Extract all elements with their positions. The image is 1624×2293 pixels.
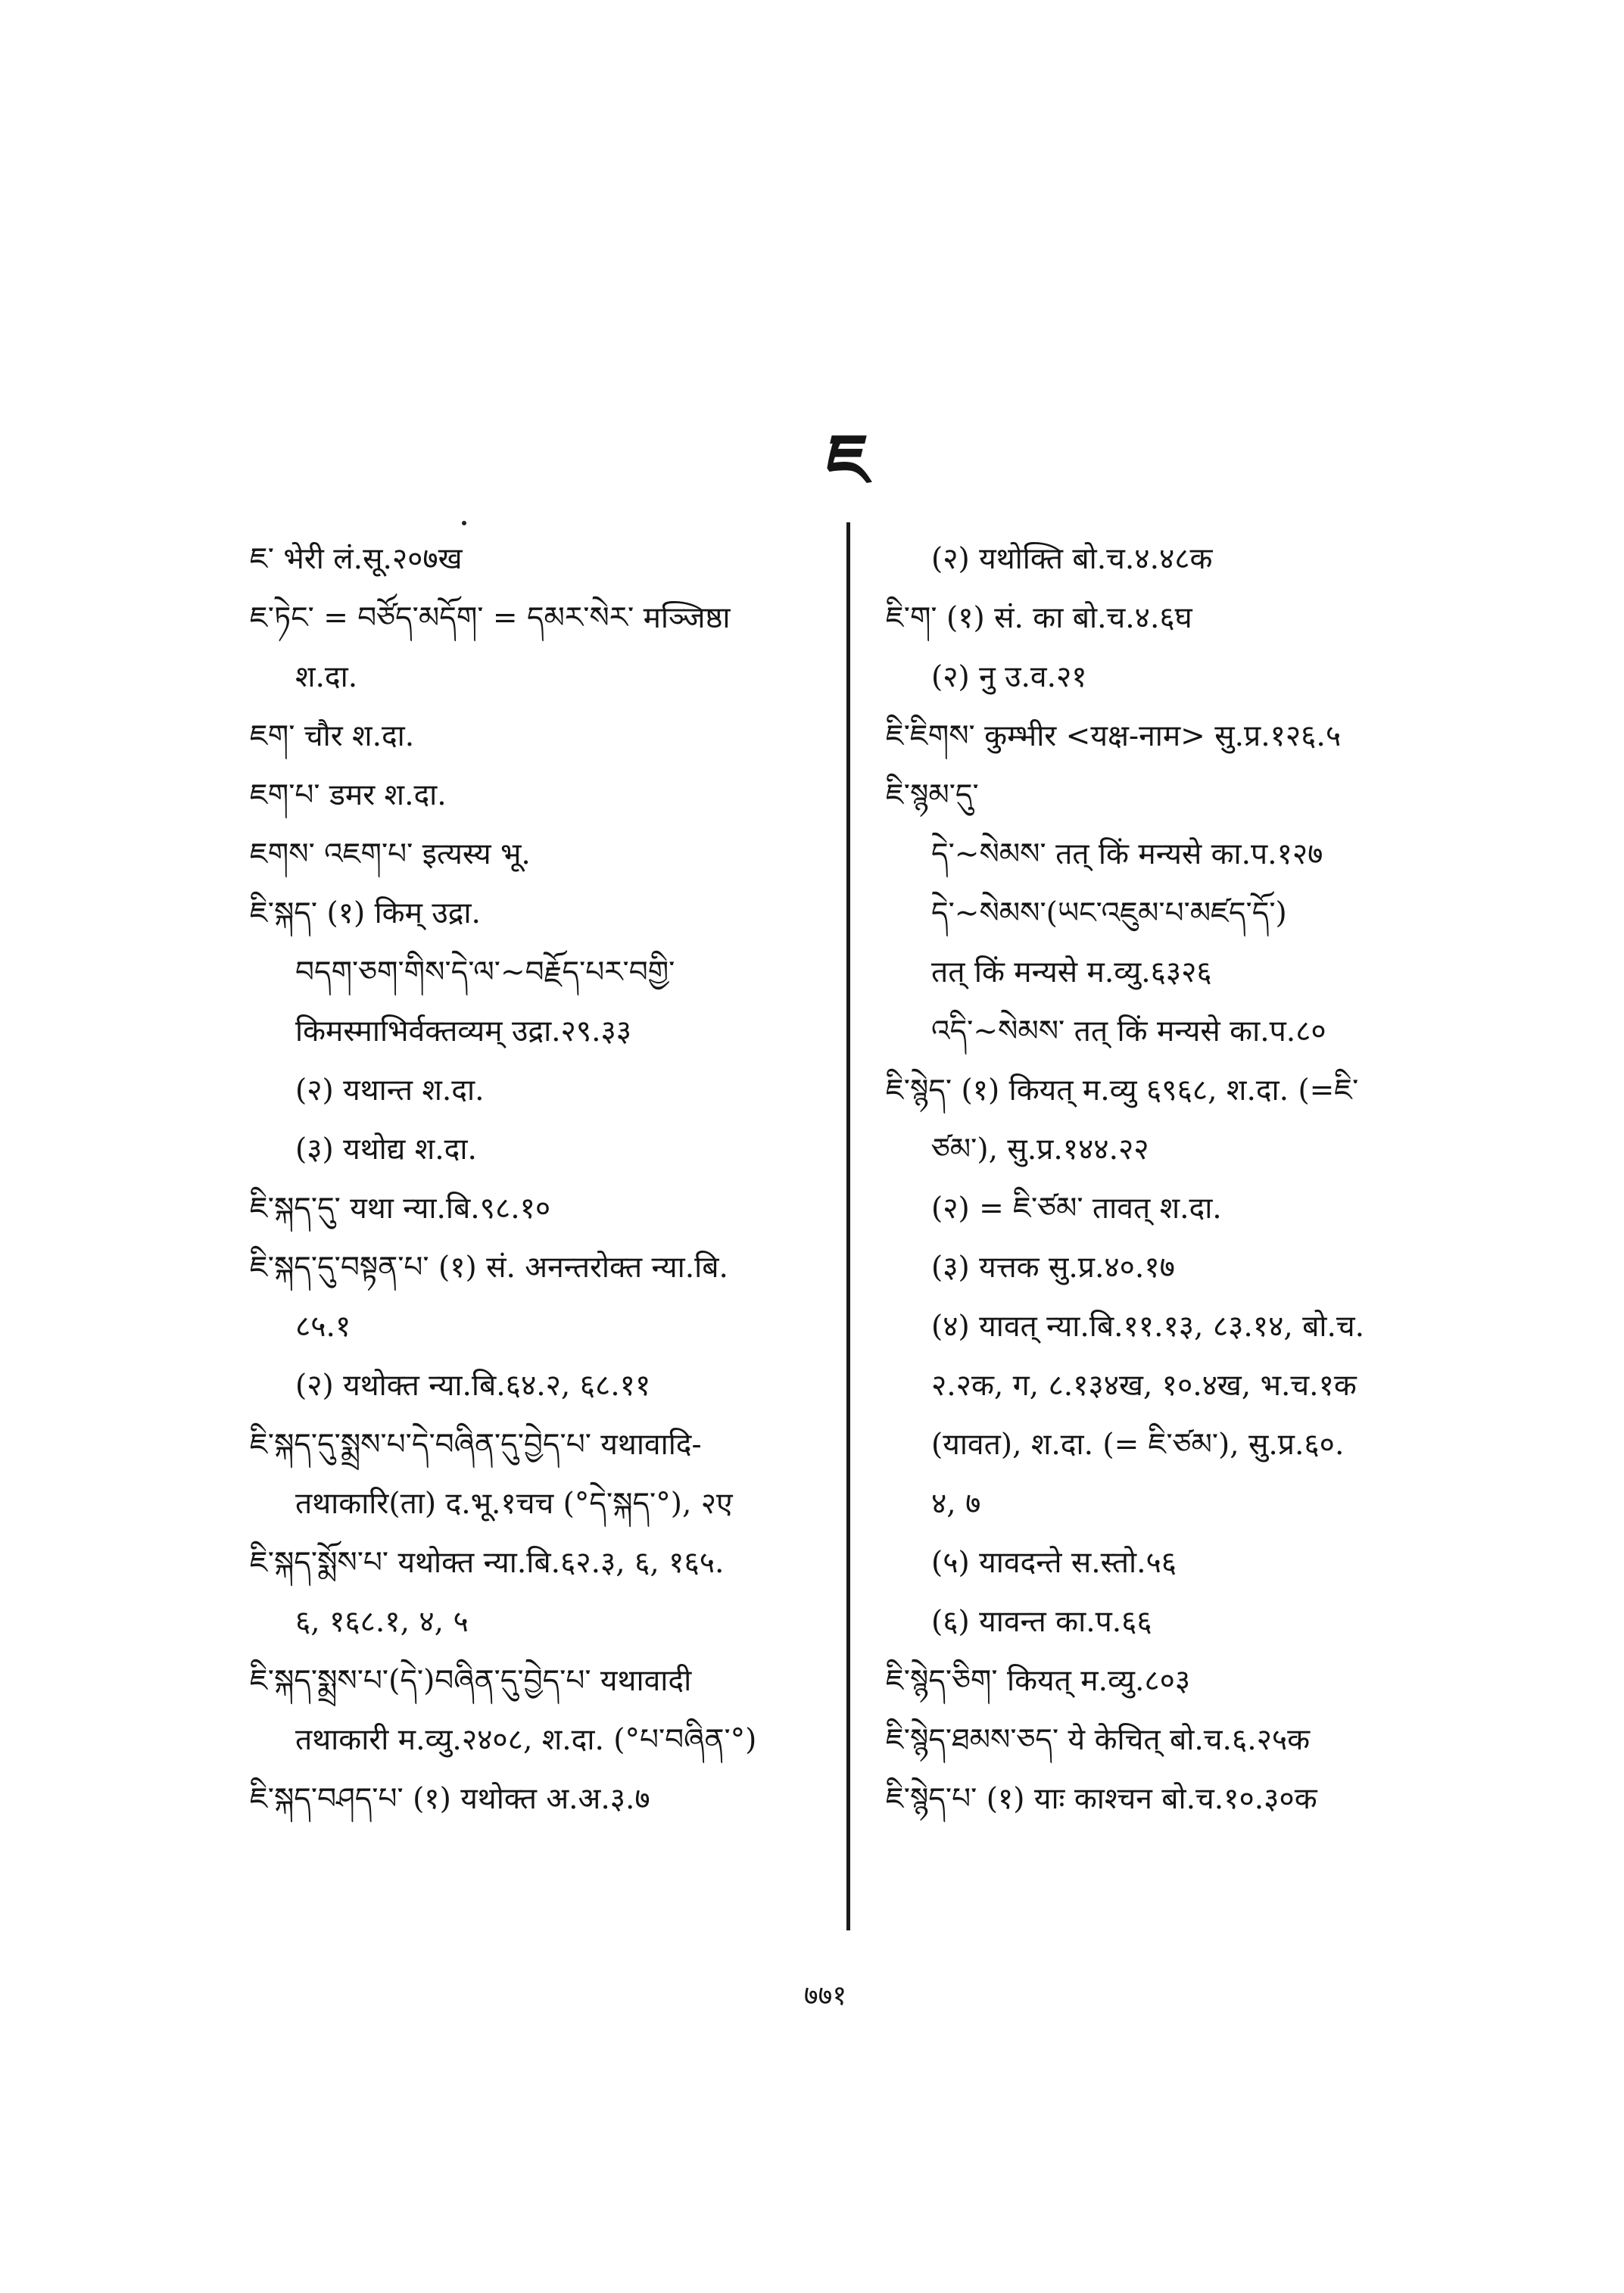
dictionary-line: ཇི་སྐད་སྨོས་པ་ यथोक्त न्या.बि.६२.३, ६, १६५. (250, 1546, 725, 1580)
dictionary-line: श.दा. (295, 660, 358, 694)
section-letter: ཇ (826, 419, 870, 500)
dictionary-line: ८५.१ (295, 1310, 351, 1344)
dictionary-line: (यावत), श.दा. (= ཇི་ཙམ་), सु.प्र.६०. (931, 1428, 1345, 1462)
right-column (886, 530, 1484, 1829)
dictionary-line: तथाकारि(ता) द.भू.१चच (°དེ་སྐད་°), २ए (295, 1487, 733, 1521)
dictionary-line: (२) = ཇི་ཙམ་ तावत् श.दा. (931, 1192, 1222, 1226)
page-number: ७७१ (803, 1980, 847, 2011)
dictionary-line: དེ་~སེམས་(ཡང་འཇུམ་པ་མཛད་དོ་) (931, 896, 1287, 930)
dictionary-line: འདི་~སེམས་ तत् किं मन्यसे का.प.८० (931, 1014, 1326, 1048)
dictionary-line: ཇགས་ འཇག་པ་ इत्यस्य भू. (250, 837, 531, 871)
dictionary-line: (५) यावदन्ते स.स्तो.५६ (931, 1546, 1177, 1580)
dictionary-line: ཇག་ चौर श.दा. (250, 719, 415, 753)
dictionary-line: (२) यथोक्त न्या.बि.६४.२, ६८.११ (295, 1369, 651, 1403)
dictionary-line: ཇ་ भेरी लं.सू.२०७ख (250, 542, 463, 576)
dictionary-line: ཇི་སྐད་ (१) किम् उद्रा. (250, 896, 481, 930)
dictionary-line: ཇི་སྐད་དུ་ यथा न्या.बि.९८.१० (250, 1192, 551, 1226)
dictionary-line: तत् किं मन्यसे म.व्यु.६३२६ (931, 955, 1212, 989)
dictionary-line: ཙམ་), सु.प्र.१४४.२२ (931, 1132, 1149, 1167)
dictionary-line: ཇི་སྐད་དུ་སྨྲས་པ་དེ་བཞིན་དུ་བྱེད་པ་ यथावादि- (250, 1428, 702, 1462)
dictionary-line: (४) यावत् न्या.बि.११.१३, ८३.१४, बो.च. (931, 1310, 1365, 1344)
dictionary-line: किमस्माभिर्वक्तव्यम् उद्रा.२९.३३ (295, 1014, 632, 1048)
column-divider (846, 522, 850, 1930)
dictionary-line: (२) नु उ.व.२१ (931, 660, 1087, 694)
dictionary-line: ཇི་སྐད་བཤད་པ་ (१) यथोक्त अ.अ.३.७ (250, 1782, 650, 1816)
dictionary-line: ཇི་སྙེད་པ་ (१) याः काश्चन बो.च.१०.३०क (886, 1782, 1317, 1816)
dictionary-line: (२) यथान्त श.दा. (295, 1073, 485, 1108)
stray-mark (462, 521, 466, 525)
dictionary-line: ཇག་པ་ डमर श.दा. (250, 778, 447, 812)
dictionary-line: ཇ་ཏེང་ = བཙོད་མདོག་ = དམར་སེར་ मञ्जिष्ठा (250, 601, 731, 635)
dictionary-line: तथाकारी म.व्यु.२४०८, श.दा. (°པ་བཞིན་°) (295, 1723, 757, 1757)
dictionary-line: ཇི་སྙམ་དུ་ (886, 778, 979, 812)
dictionary-line: ४, ७ (931, 1487, 981, 1521)
dictionary-line: (६) यावन्त का.प.६६ (931, 1605, 1152, 1639)
dictionary-line: ཇི་ཇིགས་ कुम्भीर <यक्ष-नाम> सु.प्र.१२६.५ (886, 719, 1342, 753)
dictionary-line: ཇི་སྙེད་ (१) कियत् म.व्यु ६९६८, श.दा. (=ཇི་ (886, 1073, 1359, 1108)
dictionary-line: (३) यथोद्य श.दा. (295, 1132, 477, 1167)
dictionary-line: བདག་ཅག་གིས་དེ་ལ་~བརྗོད་པར་བགྱི་ (295, 955, 675, 989)
dictionary-line: ६, १६८.१, ४, ५ (295, 1605, 469, 1639)
dictionary-line: ཇི་སྐད་སྨྲས་པ་(དེ་)བཞིན་དུ་བྱེད་པ་ यथावादी (250, 1664, 692, 1698)
dictionary-line: (२) यथोक्ति बो.च.४.४८क (931, 542, 1213, 576)
dictionary-line: २.२क, ग, ८.१३४ख, १०.४ख, भ.च.१क (931, 1369, 1357, 1403)
left-column (250, 530, 848, 1829)
dictionary-line: (३) यत्तक सु.प्र.४०.१७ (931, 1251, 1175, 1285)
dictionary-line: དེ་~སེམས་ तत् किं मन्यसे का.प.१२७ (931, 837, 1323, 871)
dictionary-line: ཇི་སྐད་དུ་བསྟན་པ་ (१) सं. अनन्तरोक्त न्या.बि. (250, 1251, 728, 1285)
dictionary-line: ཇི་སྙེད་ཅིག་ कियत् म.व्यु.८०३ (886, 1664, 1191, 1698)
dictionary-line: ཇི་སྙེད་ཐམས་ཅད་ ये केचित् बो.च.६.२५क (886, 1723, 1311, 1757)
dictionary-line: ཇི་ག་ (१) सं. का बो.च.४.६घ (886, 601, 1192, 635)
